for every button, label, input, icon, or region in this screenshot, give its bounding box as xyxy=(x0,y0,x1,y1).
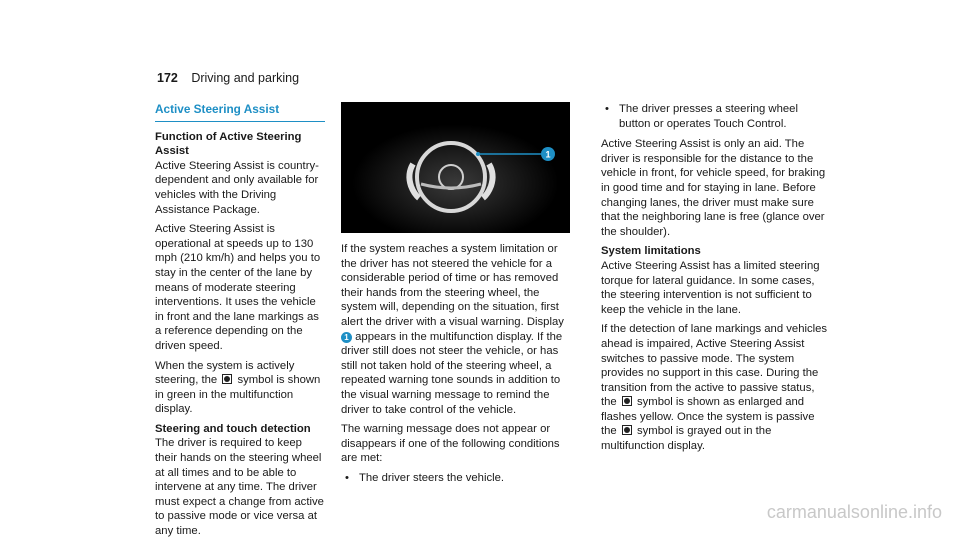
steering-assist-icon xyxy=(622,396,632,406)
text: appears in the multifunction display. If the driver still does not steer the vehicle, or has still not taken hold of the steering wheel, a repeated warning tone sounds in addition to the visual warning message to remind the driver to take control of the vehicle. xyxy=(341,330,563,416)
paragraph xyxy=(341,242,570,417)
watermark: carmanualsonline.info xyxy=(766,502,942,522)
figure-callout: 1 xyxy=(545,149,551,160)
page-header xyxy=(157,71,299,85)
list-item: • The driver presses a steering wheel button or operates Touch Control. xyxy=(605,102,830,131)
paragraph: Active Steering Assist has a limited steering torque for lateral guidance. In some cases, the steering intervention is not sufficient to keep the vehicle in the lane. xyxy=(601,259,820,316)
heading-function: Function of Active Steering Assist xyxy=(155,130,302,158)
section-title: Active Steering Assist xyxy=(155,102,325,122)
steering-wheel-figure xyxy=(341,102,570,233)
heading-touch-detection: Steering and touch detection xyxy=(155,422,311,435)
paragraph: Active Steering Assist is operational at speeds up to 130 mph (210 km/h) and helps you to stay in the center of the lane by means of moderate steering interventions. It uses the vehicle in front and the lane markings as a reference depending on the driven speed. xyxy=(155,223,321,352)
text: symbol is shown as enlarged and flashes yellow. Once the system is passive the xyxy=(601,396,815,438)
list-item: • The driver steers the vehicle. xyxy=(345,471,570,486)
text: If the system reaches a system limitation or the driver has not steered the vehicle for a considerable period of time or has removed their hands from the steering wheel, the system will, depending on the situation, first alert the driver with a visual warning. Display xyxy=(341,243,564,328)
header-section: Driving and parking xyxy=(191,71,300,85)
paragraph xyxy=(155,359,325,417)
text: If the detection of lane markings and vehicles ahead is impaired, Active Steering Assist switches to passive mode. The system provides no support in this case. During the transition from the active to passive status, the xyxy=(601,323,828,409)
paragraph: Active Steering Assist is only an aid. The driver is responsible for the distance to the vehicle in front, for vehicle speed, for braking in good time and for staying in lane. Before changing lanes, the driver must make sure that the neighboring lane is free (glance over the shoulder). xyxy=(601,138,826,238)
column-3 xyxy=(601,102,830,459)
text: symbol is grayed out in the multifunction display. xyxy=(601,425,772,453)
callout-badge: 1 xyxy=(341,332,352,343)
column-2 xyxy=(341,102,570,492)
paragraph: Active Steering Assist is country-dependent and only available for vehicles with the Driving Assistance Package. xyxy=(155,159,319,216)
paragraph: The warning message does not appear or disappears if one of the following conditions are met: xyxy=(341,423,560,465)
page-number: 172 xyxy=(157,71,178,85)
paragraph xyxy=(601,322,830,453)
steering-assist-icon xyxy=(222,374,232,384)
text: When the system is actively steering, the xyxy=(155,359,295,387)
paragraph: The driver is required to keep their hands on the steering wheel at all times and to be able to intervene at any time. The driver must expect a change from active to passive mode or vice versa at any time. xyxy=(155,437,324,538)
text: symbol is shown in green in the multifunction display. xyxy=(155,374,321,416)
steering-assist-icon xyxy=(622,425,632,435)
steering-wheel-illustration xyxy=(341,102,570,233)
column-1 xyxy=(155,102,325,544)
heading-system-limitations: System limitations xyxy=(601,245,701,258)
